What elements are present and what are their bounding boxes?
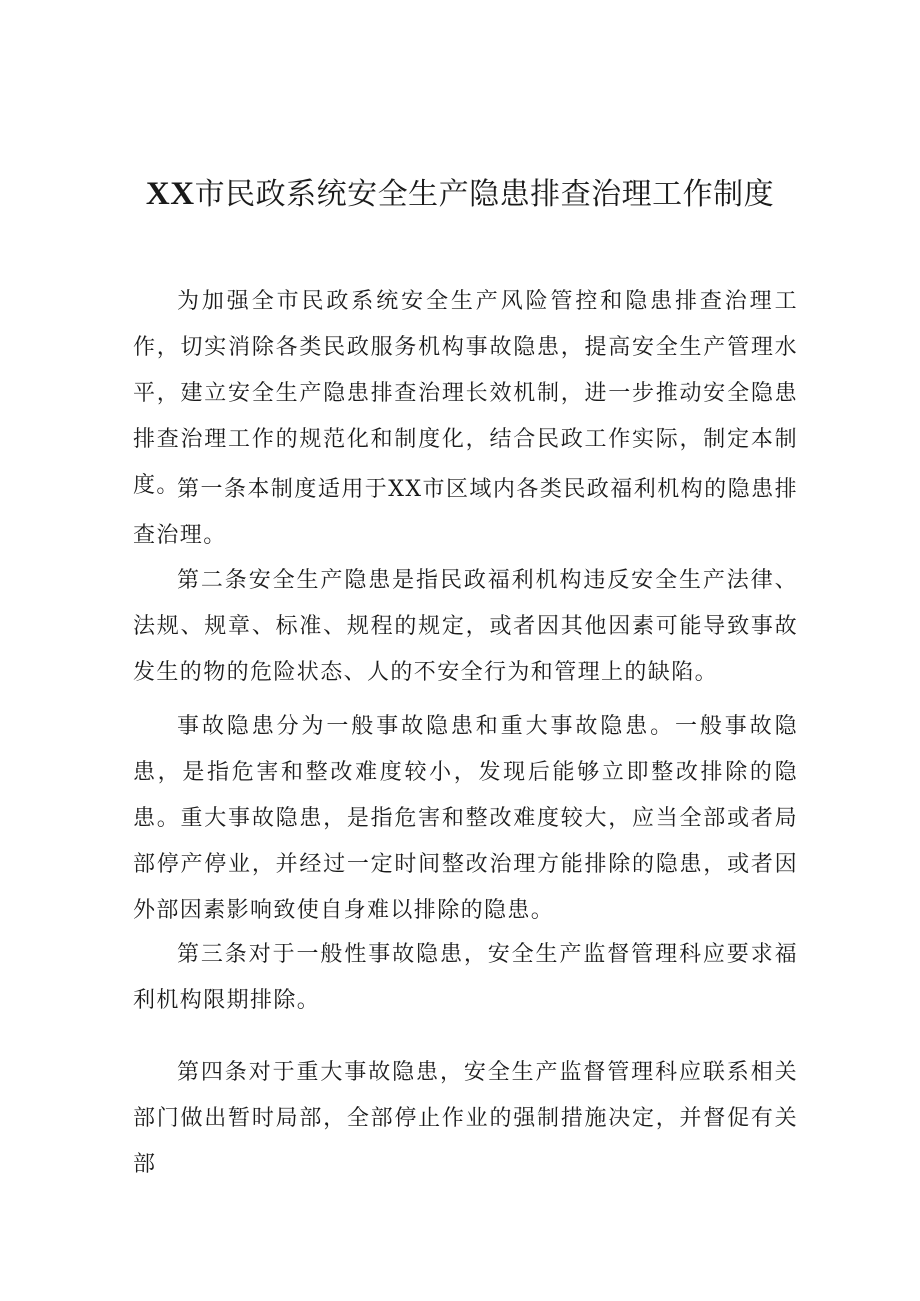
document-title-prefix: XX bbox=[145, 176, 195, 212]
hazard-classification-paragraph: 事故隐患分为一般事故隐患和重大事故隐患。一般事故隐患，是指危害和整改难度较小，发现后能够立即整改排除的隐患。重大事故隐患，是指危害和整改难度较大，应当全部或者局部停产停业，并经过一定时间整改治理方能排除的隐患，或者因外部因素影响致使自身难以排除的隐患。 bbox=[133, 714, 798, 923]
document-title-text: 市民政系统安全生产隐患排查治理工作制度 bbox=[194, 177, 775, 212]
article-3-paragraph: 第三条对于一般性事故隐患，安全生产监督管理科应要求福利机构限期排除。 bbox=[133, 942, 798, 1013]
article-1-paragraph: 第一条本制度适用于XX市区域内各类民政福利机构的隐患排查治理。 bbox=[133, 477, 798, 548]
article-4-paragraph: 第四条对于重大事故隐患，安全生产监督管理科应联系相关部门做出暂时局部，全部停止作业的强制措施决定，并督促有关部 bbox=[133, 1060, 798, 1177]
document-title bbox=[0, 168, 920, 221]
article-2-paragraph: 第二条安全生产隐患是指民政福利机构违反安全生产法律、法规、规章、标准、规程的规定，或者因其他因素可能导致事故发生的物的危险状态、人的不安全行为和管理上的缺陷。 bbox=[133, 568, 798, 685]
intro-paragraph: 为加强全市民政系统安全生产风险管控和隐患排查治理工作，切实消除各类民政服务机构事故隐患，提高安全生产管理水平，建立安全生产隐患排查治理长效机制，进一步推动安全隐患排查治理工作的规范化和制度化，结合民政工作实际，制定本制度。 bbox=[133, 289, 798, 498]
